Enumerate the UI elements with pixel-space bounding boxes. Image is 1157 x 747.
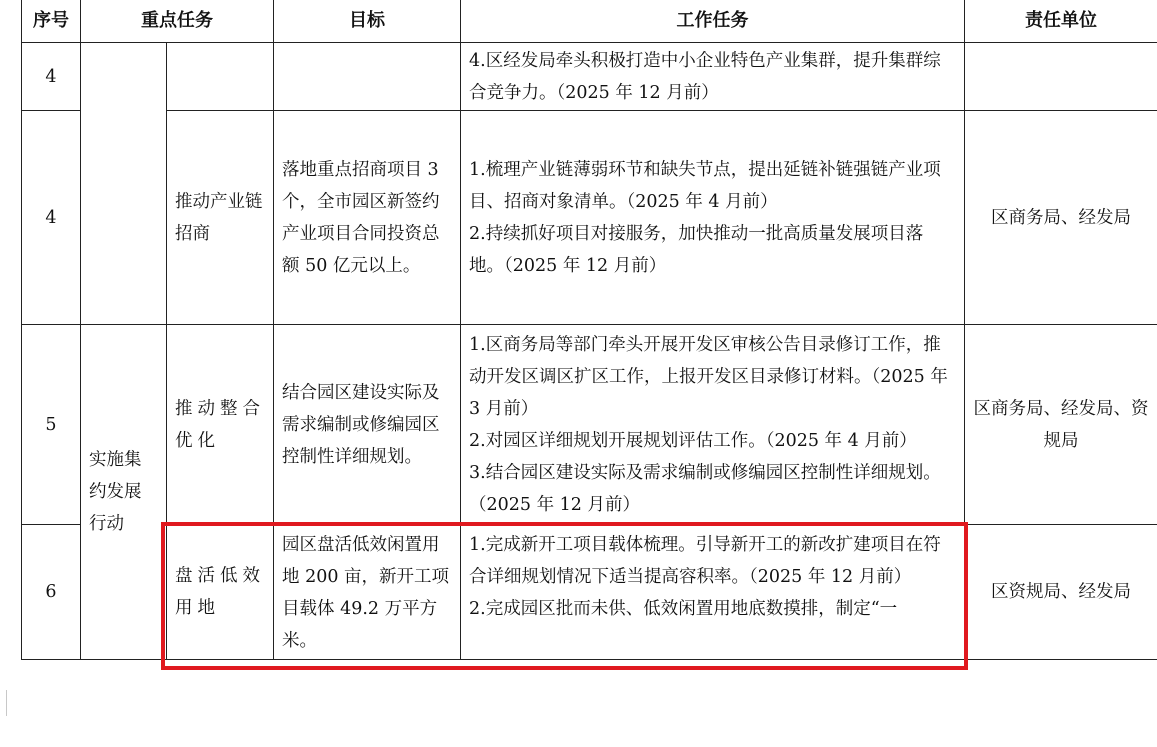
sub-task-cell <box>167 525 274 660</box>
sub-task-cell <box>167 325 274 525</box>
header-work-task: 工作任务 <box>461 0 965 43</box>
target-text: 落地重点招商项目 3 个，全市园区新签约产业项目合同投资总额 50 亿元以上。 <box>282 159 440 276</box>
seq-cell: 4 <box>22 111 81 325</box>
responsible-cell: 区资规局、经发局 <box>965 525 1157 660</box>
work-task-item: 1.区商务局等部门牵头开展开发区审核公告目录修订工作，推动开发区调区扩区工作，上报开发区目录修订材料。（2025 年 3 月前） <box>469 334 948 419</box>
work-task-item: 3.结合园区建设实际及需求编制或修编园区控制性详细规划。（2025 年 12 月前） <box>469 462 941 515</box>
work-task-cell <box>461 111 965 325</box>
header-responsible: 责任单位 <box>965 0 1157 43</box>
sub-task-text: 推动产业链招商 <box>175 191 263 244</box>
target-text: 园区盘活低效闲置用地 200 亩，新开工项目载体 49.2 万平方米。 <box>282 535 450 651</box>
target-cell <box>274 525 461 660</box>
work-task-item: 2.完成园区批而未供、低效闲置用地底数摸排，制定“一 <box>469 599 898 619</box>
table-row <box>22 43 1157 111</box>
sub-task-text: 推动整合优化 <box>175 398 265 451</box>
work-task-item: 1.梳理产业链薄弱环节和缺失节点，提出延链补链强链产业项目、招商对象清单。（2025 年 4 月前） <box>469 159 941 212</box>
table-header-row <box>22 0 1157 43</box>
responsible-text: 区商务局、经发局、资规局 <box>973 398 1149 451</box>
table-row <box>22 111 1157 325</box>
responsible-cell <box>965 43 1157 111</box>
header-seq: 序号 <box>22 0 81 43</box>
table-row <box>22 325 1157 525</box>
header-target: 目标 <box>274 0 461 43</box>
header-key-task: 重点任务 <box>81 0 274 43</box>
sub-task-text: 盘活低效用地 <box>175 566 265 618</box>
work-task-item: 2.持续抓好项目对接服务，加快推动一批高质量发展项目落地。（2025 年 12 月前） <box>469 223 924 276</box>
target-cell <box>274 325 461 525</box>
work-task-cell <box>461 525 965 660</box>
seq-cell: 6 <box>22 525 81 660</box>
target-cell <box>274 43 461 111</box>
seq-cell: 5 <box>22 325 81 525</box>
sub-task-cell <box>167 111 274 325</box>
group-label: 实施集约发展行动 <box>89 450 142 534</box>
responsible-cell: 区商务局、经发局 <box>965 111 1157 325</box>
responsible-cell <box>965 325 1157 525</box>
group-cell <box>81 325 167 660</box>
work-task-clip <box>461 525 964 659</box>
target-text: 结合园区建设实际及需求编制或修编园区控制性详细规划。 <box>282 382 440 467</box>
work-task-cell <box>461 325 965 525</box>
target-cell <box>274 111 461 325</box>
work-task-item: 1.完成新开工项目载体梳理。引导新开工的新改扩建项目在符合详细规划情况下适当提高容积率。（2025 年 12 月前） <box>469 535 941 587</box>
text-cursor-mark <box>6 690 7 716</box>
table-row <box>22 525 1157 660</box>
group-cell-empty <box>81 43 167 325</box>
work-task-cell <box>461 43 965 111</box>
work-task-item: 2.对园区详细规划开展规划评估工作。（2025 年 4 月前） <box>469 430 917 451</box>
sub-task-cell <box>167 43 274 111</box>
work-task-item: 4.区经发局牵头积极打造中小企业特色产业集群，提升集群综合竞争力。（2025 年 12 月前） <box>469 50 941 103</box>
seq-cell: 4 <box>22 43 81 111</box>
task-table <box>21 0 1157 660</box>
